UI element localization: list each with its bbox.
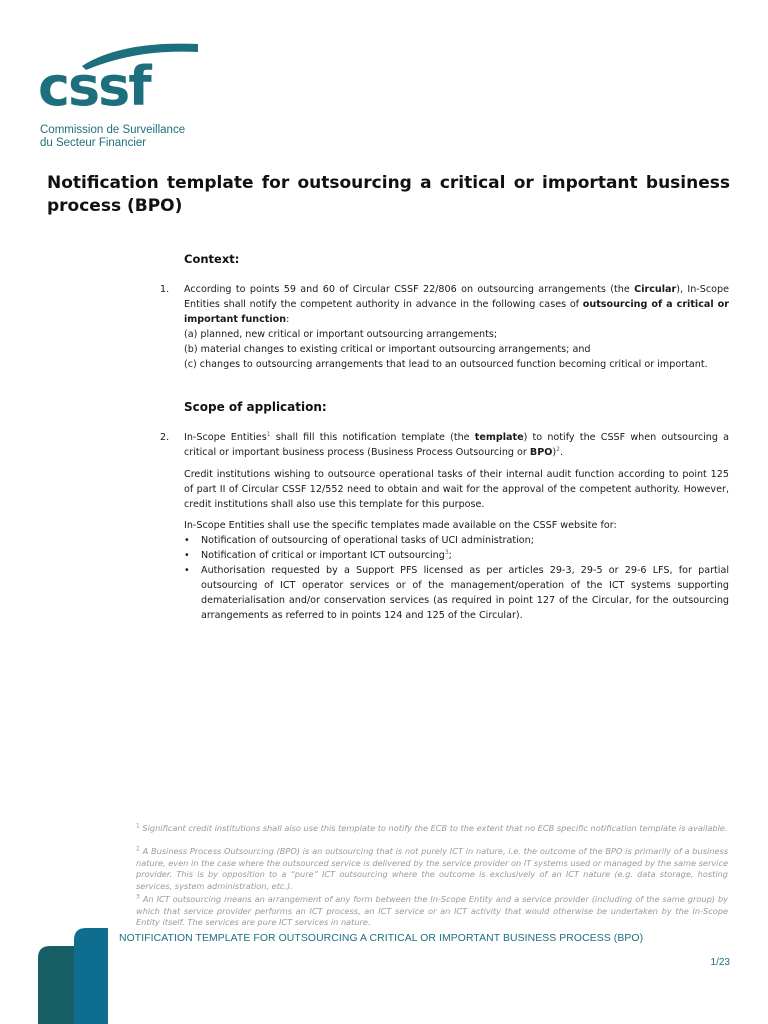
bullet-icon: • [184,550,190,561]
document-title: Notification template for outsourcing a critical or important business process (BPO) [47,173,730,216]
footnote-ref-3: 3 [444,548,449,556]
context-bold-circular: Circular [634,284,677,295]
bullet-3-text: Authorisation requested by a Support PFS licensed as per articles 29-3, 29-5 or 29-6 LFS, for partial outsourcing of ICT operator services or of the management/operation of the ICT systems supporting dematerialisation and/or conservation services (as required in point 127 of the Circular, for the outsourcing arrangements as referred to in points 124 and 125 of the Circular). [201,565,729,621]
scope-paragraph-1 [184,430,729,460]
footer-bar-light [74,928,108,1024]
scope-paragraph-3 [184,518,729,623]
context-sub-c: (c) changes to outsourcing arrangements that lead to an outsourced function becoming critical or important. [184,359,708,370]
logo-subtitle [40,124,200,150]
context-bold-outsourcing: outsourcing of a critical or important function [184,299,729,325]
context-text-a: According to points 59 and 60 of Circular CSSF 22/806 on outsourcing arrangements (the [184,284,635,295]
footnote-1 [136,823,728,835]
logo-wordmark: cssf [38,55,150,118]
scope-paragraph-2: Credit institutions wishing to outsource operational tasks of their internal audit function according to point 125 of part II of Circular CSSF 12/552 need to obtain and wait for the approval of the competent authority. However, credit institutions shall also use this template for this purpose. [184,469,729,510]
scope-p1-a: In-Scope Entities [184,432,267,443]
footnote-3-number: 3 [136,893,140,901]
footer-bar-dark [38,946,78,1024]
item-number-1: 1. [160,284,170,295]
footer-title: NOTIFICATION TEMPLATE FOR OUTSOURCING A CRITICAL OR IMPORTANT BUSINESS PROCESS (BPO) [119,933,644,944]
footnote-ref-1: 1 [266,430,271,438]
bullet-2-text: Notification of critical or important ICT outsourcing [201,550,445,561]
scope-bold-template: template [474,432,524,443]
list-item [184,533,729,548]
context-heading: Context: [184,252,240,266]
scope-p1-d: ) [552,447,557,458]
scope-bold-bpo: BPO [529,447,553,458]
footnote-3-text: An ICT outsourcing means an arrangement of any form between the In-Scope Entity and a service provider (including of the same group) by which that service provider performs an ICT process, an ICT service or an ICT activity that would otherwise be undertaken by the In-Scope Entity itself. The services are pure ICT services in nature. [136,894,728,927]
list-item [184,548,729,563]
scope-p1-c: ) to notify the CSSF when outsourcing a critical or important business process (Business Process Outsourcing or [184,432,730,458]
list-item [184,563,729,623]
footnote-ref-2: 2 [556,445,560,453]
context-text-c: : [286,314,290,325]
logo-subtitle-line1: Commission de Surveillance [40,124,186,136]
context-text-b: ), In-Scope Entities shall notify the competent authority in advance in the following cases of [184,284,729,310]
scope-p1-e: . [560,447,564,458]
footnote-2 [136,846,728,892]
bullet-1-text: Notification of outsourcing of operational tasks of UCI administration; [201,535,534,546]
context-paragraph [184,282,729,372]
scope-p3: In-Scope Entities shall use the specific templates made available on the CSSF website for: [184,520,617,531]
item-number-2: 2. [160,432,170,443]
context-sub-b: (b) material changes to existing critical or important outsourcing arrangements; and [184,344,591,355]
scope-heading: Scope of application: [184,400,327,414]
footnote-2-text: A Business Process Outsourcing (BPO) is an outsourcing that is not purely ICT in nature, i.e. the outcome of the BPO is primarily of a business nature, even in the case where the outsourced service is delivered by the service provider on IT systems used or managed by the same service provider. This is by opposition to a “pure” ICT outsourcing where the outcome is exclusively of an ICT nature (e.g. data storage, hosting services, system administration, etc.). [136,846,728,891]
footnote-3 [136,894,728,929]
page-number: 1/23 [710,957,730,968]
bullet-icon: • [184,535,190,546]
footnote-2-number: 2 [136,845,140,853]
footnote-1-text: Significant credit institutions shall also use this template to notify the ECB to the extent that no ECB specific notification template is available. [139,823,728,833]
logo-subtitle-line2: du Secteur Financier [40,137,147,149]
footer-brand-bars-icon [38,928,110,1024]
scope-p1-b: shall fill this notification template (the [270,432,475,443]
bullet-2 [201,548,729,563]
bullet-icon: • [184,565,190,576]
footnote-1-number: 1 [136,822,140,830]
bullet-2-end: ; [448,550,452,561]
context-sub-a: (a) planned, new critical or important outsourcing arrangements; [184,329,498,340]
